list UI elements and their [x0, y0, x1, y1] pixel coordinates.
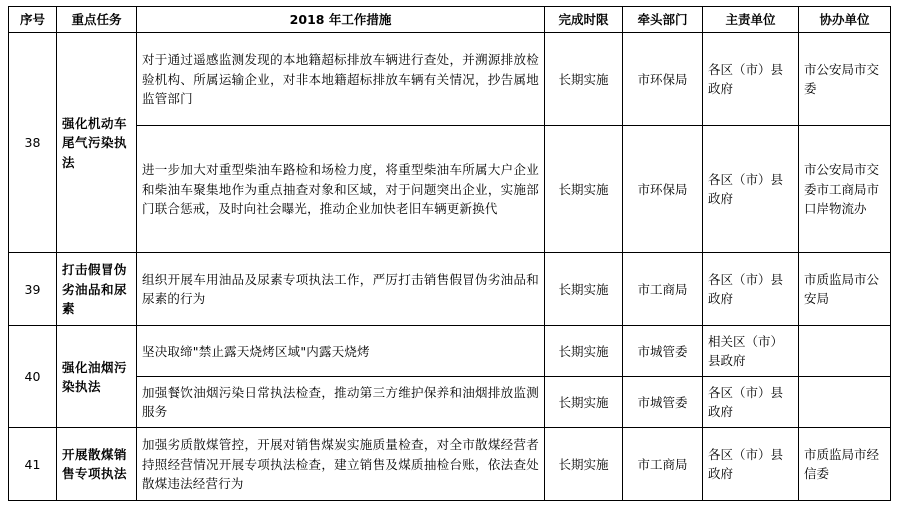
- table-row: [9, 326, 891, 377]
- cell-deadline: 长期实施: [545, 428, 623, 501]
- cell-lead: 市工商局: [623, 428, 703, 501]
- cell-assist: 市公安局市交委: [799, 33, 891, 126]
- table-row: [9, 126, 891, 253]
- cell-task: 打击假冒伪劣油品和尿素: [57, 253, 137, 326]
- cell-lead: 市环保局: [623, 33, 703, 126]
- cell-no: 38: [9, 33, 57, 253]
- header-cell-task: 重点任务: [57, 7, 137, 33]
- cell-measure: 进一步加大对重型柴油车路检和场检力度，将重型柴油车所属大户企业和柴油车聚集地作为重点抽查对象和区域，对于问题突出企业，实施部门联合惩戒，及时向社会曝光，推动企业加快老旧车辆更新换代: [137, 126, 545, 253]
- cell-task: 开展散煤销售专项执法: [57, 428, 137, 501]
- cell-deadline: 长期实施: [545, 33, 623, 126]
- cell-deadline: 长期实施: [545, 377, 623, 428]
- table-row: [9, 377, 891, 428]
- cell-no: 40: [9, 326, 57, 428]
- cell-no: 41: [9, 428, 57, 501]
- header-cell-deadline: 完成时限: [545, 7, 623, 33]
- cell-deadline: 长期实施: [545, 326, 623, 377]
- table-row: [9, 33, 891, 126]
- header-cell-main: 主责单位: [703, 7, 799, 33]
- table-row: [9, 253, 891, 326]
- cell-lead: 市工商局: [623, 253, 703, 326]
- cell-measure: 组织开展车用油品及尿素专项执法工作，严厉打击销售假冒伪劣油品和尿素的行为: [137, 253, 545, 326]
- cell-measure: 对于通过遥感监测发现的本地籍超标排放车辆进行查处，并溯源排放检验机构、所属运输企业，对非本地籍超标排放车辆有关情况，抄告属地监管部门: [137, 33, 545, 126]
- cell-deadline: 长期实施: [545, 126, 623, 253]
- header-cell-lead: 牵头部门: [623, 7, 703, 33]
- cell-main: 相关区（市）县政府: [703, 326, 799, 377]
- cell-lead: 市城管委: [623, 377, 703, 428]
- table-header: [9, 7, 891, 33]
- cell-task: 强化油烟污染执法: [57, 326, 137, 428]
- header-cell-assist: 协办单位: [799, 7, 891, 33]
- cell-main: 各区（市）县政府: [703, 428, 799, 501]
- cell-assist: 市质监局市经信委: [799, 428, 891, 501]
- cell-assist: [799, 377, 891, 428]
- header-row: [9, 7, 891, 33]
- cell-assist: 市质监局市公安局: [799, 253, 891, 326]
- cell-no: 39: [9, 253, 57, 326]
- cell-task: 强化机动车尾气污染执法: [57, 33, 137, 253]
- cell-lead: 市环保局: [623, 126, 703, 253]
- cell-deadline: 长期实施: [545, 253, 623, 326]
- cell-main: 各区（市）县政府: [703, 126, 799, 253]
- cell-assist: [799, 326, 891, 377]
- table-body: [9, 33, 891, 501]
- cell-assist: 市公安局市交委市工商局市口岸物流办: [799, 126, 891, 253]
- cell-main: 各区（市）县政府: [703, 33, 799, 126]
- cell-main: 各区（市）县政府: [703, 377, 799, 428]
- header-cell-no: 序号: [9, 7, 57, 33]
- cell-measure: 加强餐饮油烟污染日常执法检查，推动第三方维护保养和油烟排放监测服务: [137, 377, 545, 428]
- cell-main: 各区（市）县政府: [703, 253, 799, 326]
- cell-lead: 市城管委: [623, 326, 703, 377]
- cell-measure: 加强劣质散煤管控，开展对销售煤炭实施质量检查，对全市散煤经营者持照经营情况开展专项执法检查，建立销售及煤质抽检台账，依法查处散煤违法经营行为: [137, 428, 545, 501]
- work-measures-table: [8, 6, 891, 501]
- table-row: [9, 428, 891, 501]
- cell-measure: 坚决取缔"禁止露天烧烤区域"内露天烧烤: [137, 326, 545, 377]
- header-cell-measure: 2018 年工作措施: [137, 7, 545, 33]
